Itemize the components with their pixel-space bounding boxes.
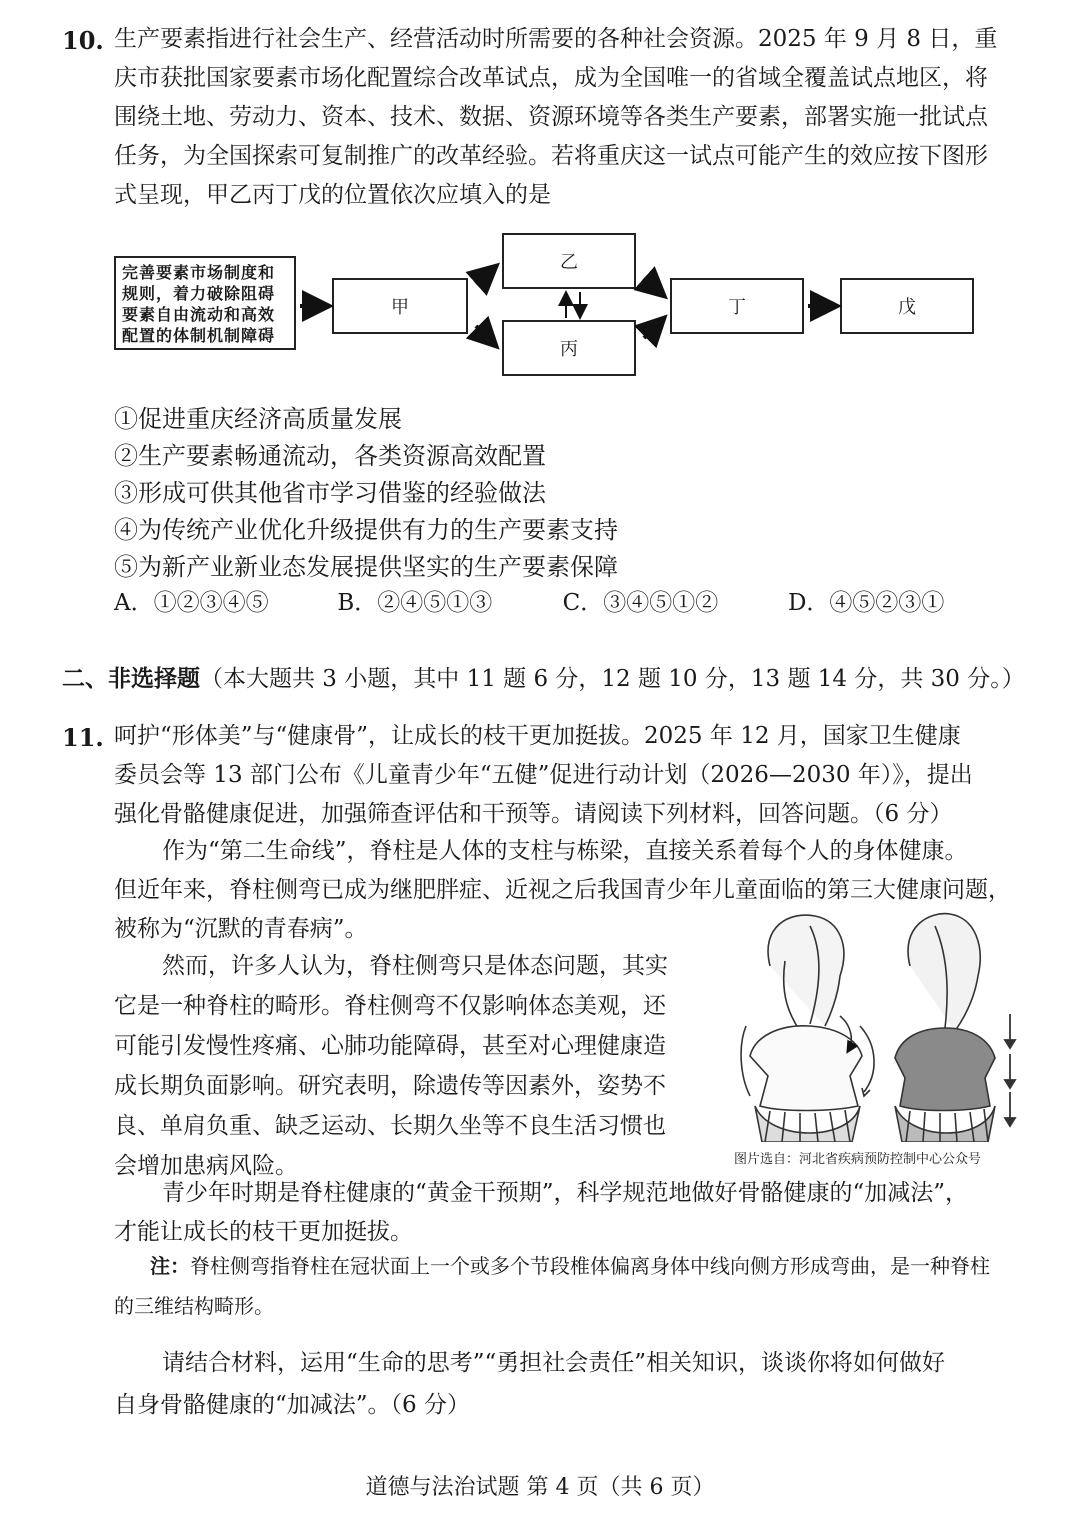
diagram-box-jia: 甲 bbox=[332, 278, 468, 334]
q11-p2-line: 会增加患病风险。 bbox=[114, 1153, 298, 1179]
question-11-number: 11. bbox=[62, 723, 104, 752]
q10-line: 任务，为全国探索可复制推广的改革经验。若将重庆这一试点可能产生的效应按下图形 bbox=[114, 143, 988, 169]
q11-material-paragraph-2 bbox=[114, 946, 668, 1186]
q11-p2-line: 成长期负面影响。研究表明，除遗传等因素外，姿势不 bbox=[114, 1073, 666, 1099]
start-box-line: 规则，着力破除阻碍 bbox=[122, 284, 276, 303]
diagram-box-wu: 戊 bbox=[840, 278, 974, 334]
straight-arrows-icon bbox=[1005, 1014, 1015, 1126]
q11-task-line: 请结合材料，运用“生命的思考”“勇担社会责任”相关知识，谈谈你将如何做好 bbox=[162, 1350, 946, 1376]
q11-p1-line: 被称为“沉默的青春病”。 bbox=[114, 916, 368, 942]
q11-intro-line: 委员会等 13 部门公布《儿童青少年“五健”促进行动计划（2026—2030 年）》，提出 bbox=[114, 762, 973, 788]
girl-upright-figure bbox=[895, 914, 995, 1142]
q11-p1-line: 但近年来，脊柱侧弯已成为继肥胖症、近视之后我国青少年儿童面临的第三大健康问题， bbox=[114, 877, 1011, 903]
spine-posture-illustration bbox=[740, 906, 1030, 1142]
section-2-title: 二、非选择题 bbox=[62, 665, 200, 692]
diagram-box-ding: 丁 bbox=[670, 278, 804, 334]
q11-p2-line: 良、单肩负重、缺乏运动、长期久坐等不良生活习惯也 bbox=[114, 1113, 666, 1139]
answer-choices bbox=[114, 584, 1014, 617]
start-box-line: 配置的体制机制障碍 bbox=[122, 326, 276, 345]
question-10-number: 10. bbox=[62, 26, 104, 55]
option-2: ②生产要素畅通流动，各类资源高效配置 bbox=[114, 442, 546, 470]
option-1: ①促进重庆经济高质量发展 bbox=[114, 405, 402, 433]
q11-p2-line: 然而，许多人认为，脊柱侧弯只是体态问题，其实 bbox=[162, 953, 668, 979]
q11-task bbox=[114, 1342, 945, 1426]
option-5: ⑤为新产业新业态发展提供坚实的生产要素保障 bbox=[114, 553, 618, 581]
choice-a[interactable]: A．①②③④⑤ bbox=[114, 590, 269, 616]
q10-line: 生产要素指进行社会生产、经营活动时所需要的各种社会资源。2025 年 9 月 8 日，重 bbox=[114, 26, 998, 52]
section-2-desc: （本大题共 3 小题，其中 11 题 6 分，12 题 10 分，13 题 14 分，共 30 分。） bbox=[200, 666, 1025, 692]
arrow-jia-to-bing bbox=[476, 326, 494, 344]
q11-intro-line: 呵护“形体美”与“健康骨”，让成长的枝干更加挺拔。2025 年 12 月，国家卫生健康 bbox=[114, 723, 961, 749]
q10-line: 庆市获批国家要素市场化配置综合改革试点，成为全国唯一的省域全覆盖试点地区，将 bbox=[114, 65, 988, 91]
note-line: 脊柱侧弯指脊柱在冠状面上一个或多个节段椎体偏离身体中线向侧方形成弯曲，是一种脊柱 bbox=[190, 1254, 990, 1278]
choice-c[interactable]: C．③④⑤①② bbox=[562, 590, 719, 616]
choice-d[interactable]: D．④⑤②③① bbox=[787, 590, 945, 616]
question-11-intro bbox=[114, 717, 973, 834]
image-caption: 图片选自：河北省疾病预防控制中心公众号 bbox=[734, 1152, 982, 1167]
option-3: ③形成可供其他省市学习借鉴的经验做法 bbox=[114, 479, 546, 507]
diagram-box-bing: 丙 bbox=[502, 320, 636, 376]
diagram-arrows bbox=[0, 0, 1080, 420]
arrow-jia-to-yi bbox=[476, 268, 494, 284]
q11-material-paragraph-3 bbox=[114, 1174, 968, 1252]
q11-p2-line: 可能引发慢性疼痛、心肺功能障碍，甚至对心理健康造 bbox=[114, 1033, 666, 1059]
q10-line: 围绕土地、劳动力、资本、技术、数据、资源环境等各类生产要素，部署实施一批试点 bbox=[114, 104, 988, 130]
q11-p3-line: 才能让成长的枝干更加挺拔。 bbox=[114, 1219, 413, 1245]
note-line: 的三维结构畸形。 bbox=[114, 1294, 274, 1318]
girl-scoliosis-figure bbox=[750, 915, 862, 1142]
option-4: ④为传统产业优化升级提供有力的生产要素支持 bbox=[114, 516, 618, 544]
note-label: 注： bbox=[150, 1254, 190, 1278]
q11-note bbox=[114, 1246, 990, 1326]
choice-b[interactable]: B．②④⑤①③ bbox=[337, 590, 493, 616]
q11-p3-line: 青少年时期是脊柱健康的“黄金干预期”，科学规范地做好骨骼健康的“加减法”， bbox=[162, 1180, 969, 1206]
q10-line: 式呈现，甲乙丙丁戊的位置依次应填入的是 bbox=[114, 182, 551, 208]
start-box-line: 完善要素市场制度和 bbox=[122, 263, 276, 282]
q11-p2-line: 它是一种脊柱的畸形。脊柱侧弯不仅影响体态美观，还 bbox=[114, 993, 666, 1019]
section-2-heading bbox=[62, 660, 1025, 693]
q11-task-line: 自身骨骼健康的“加减法”。（6 分） bbox=[114, 1392, 470, 1418]
arrow-bing-to-ding bbox=[644, 320, 662, 338]
diagram-box-yi: 乙 bbox=[502, 233, 636, 289]
q11-p1-line: 作为“第二生命线”，脊柱是人体的支柱与栋梁，直接关系着每个人的身体健康。 bbox=[162, 838, 968, 864]
start-box-line: 要素自由流动和高效 bbox=[122, 305, 276, 324]
q11-intro-line: 强化骨骼健康促进，加强筛查评估和干预等。请阅读下列材料，回答问题。（6 分） bbox=[114, 801, 953, 827]
page-footer: 道德与法治试题 第 4 页（共 6 页） bbox=[365, 1475, 715, 1500]
arrow-yi-to-ding bbox=[644, 278, 662, 294]
